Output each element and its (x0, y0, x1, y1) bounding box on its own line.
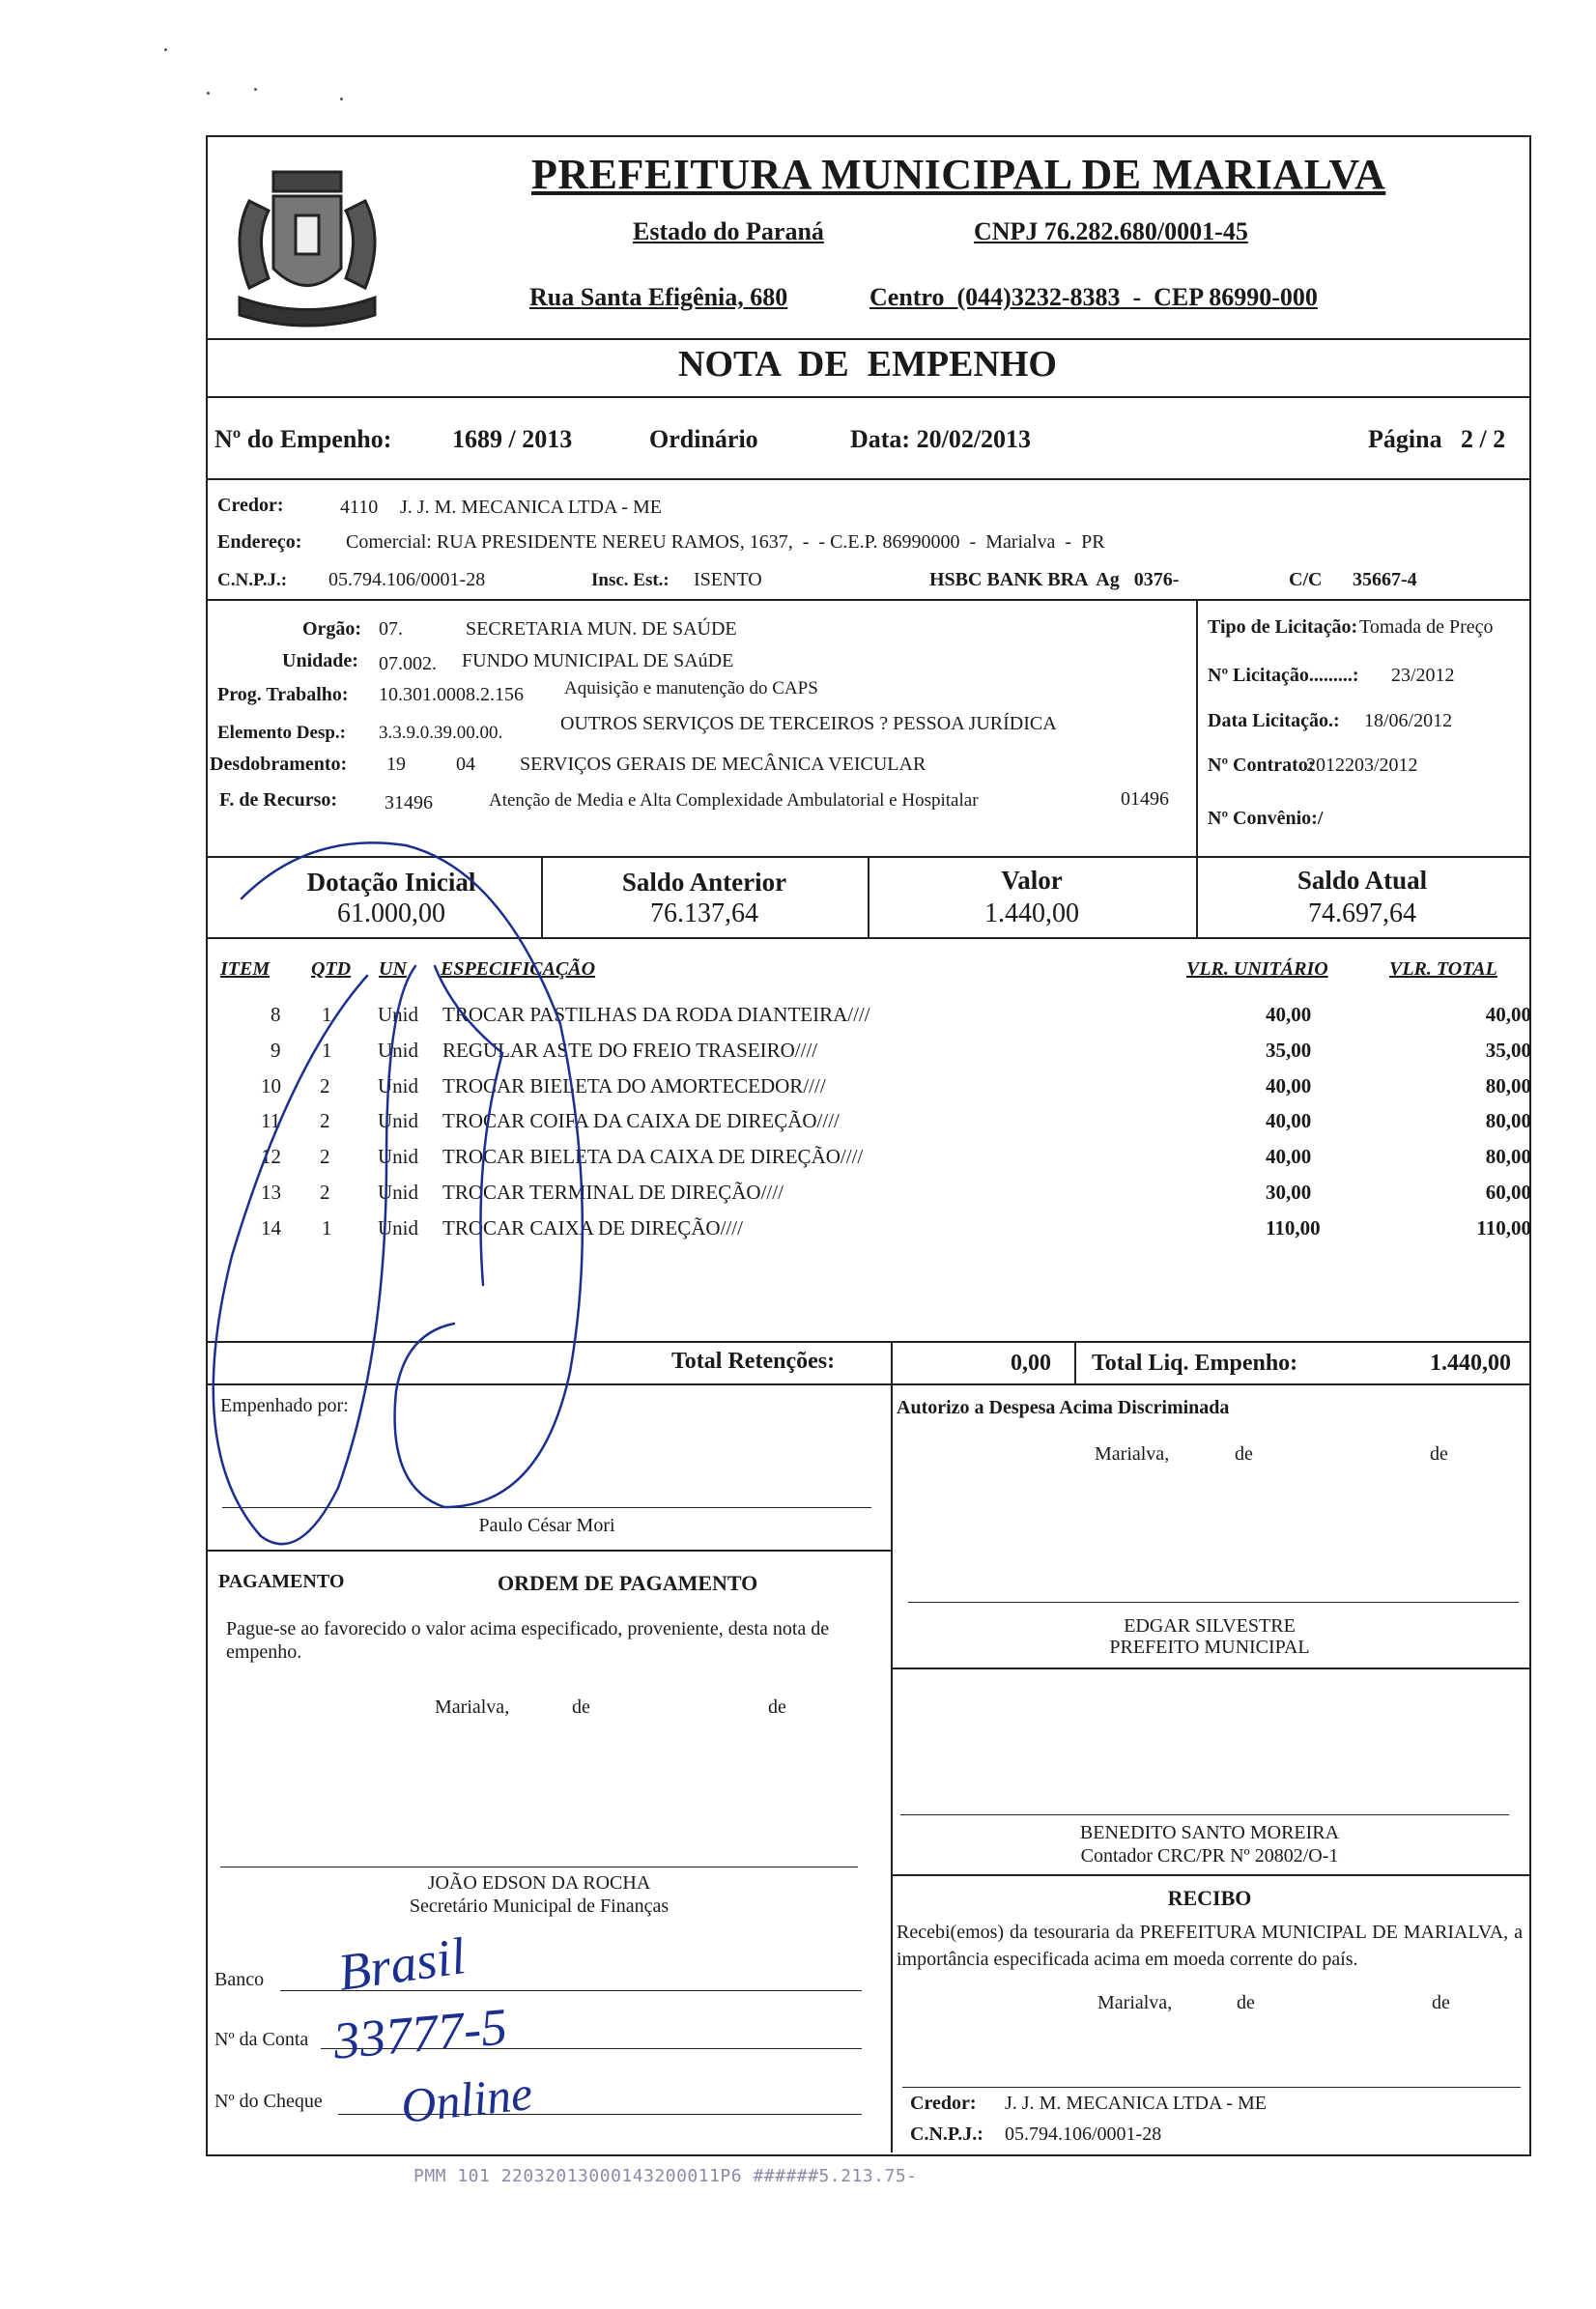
convenio-label: Nº Convênio:/ (1208, 808, 1324, 829)
page-label: Página (1368, 425, 1442, 453)
recibo-cnpj-value: 05.794.106/0001-28 (1005, 2124, 1162, 2145)
ordem-pagamento-label: ORDEM DE PAGAMENTO (498, 1571, 758, 1595)
table-row (208, 1003, 1531, 1038)
cnpj-value-credor: 05.794.106/0001-28 (328, 569, 486, 590)
autorizo-title: Autorizo a Despesa Acima Discriminada (897, 1397, 1230, 1418)
item-unit-value: 30,00 (1266, 1181, 1312, 1204)
pagamento-de-2: de (768, 1696, 786, 1718)
prog-code: 10.301.0008.2.156 (379, 684, 524, 705)
autorizo-place: Marialva, (1095, 1443, 1170, 1465)
item-spec: TROCAR PASTILHAS DA RODA DIANTEIRA//// (442, 1003, 870, 1026)
item-number: 8 (271, 1003, 281, 1026)
orgao-name: SECRETARIA MUN. DE SAÚDE (466, 618, 737, 640)
items-header-unit: VLR. UNITÁRIO (1186, 958, 1328, 980)
desdobramento-code-2: 04 (456, 754, 475, 775)
item-number: 10 (261, 1074, 281, 1097)
item-spec: TROCAR CAIXA DE DIREÇÃO//// (442, 1216, 743, 1240)
empenhado-por-label: Empenhado por: (220, 1395, 349, 1416)
scan-speck (340, 98, 343, 100)
cc-label: C/C (1289, 569, 1323, 590)
empenho-type: Ordinário (649, 425, 758, 453)
item-number: 9 (271, 1039, 281, 1062)
item-spec: TROCAR COIFA DA CAIXA DE DIREÇÃO//// (442, 1109, 840, 1132)
pagamento-de-1: de (572, 1696, 590, 1718)
retencoes-label: Total Retenções: (671, 1349, 836, 1374)
recibo-cnpj-label: C.N.P.J.: (910, 2124, 983, 2145)
item-un: Unid (378, 1074, 418, 1097)
desdobramento-label: Desdobramento: (210, 754, 348, 775)
contrato-value: 2012203/2012 (1306, 755, 1418, 776)
pagamento-place: Marialva, (435, 1696, 510, 1718)
item-total-value: 110,00 (1476, 1216, 1531, 1240)
elemento-label: Elemento Desp.: (217, 723, 346, 743)
scan-speck (207, 92, 210, 95)
coat-of-arms-logo (211, 143, 404, 336)
item-total-value: 60,00 (1485, 1181, 1531, 1204)
saldo-atual-label: Saldo Atual (1297, 866, 1428, 895)
cnpj-label-credor: C.N.P.J.: (217, 570, 288, 590)
contador-name: BENEDITO SANTO MOREIRA (1079, 1822, 1340, 1843)
table-row (208, 1039, 1531, 1073)
table-row (208, 1216, 1531, 1251)
item-un: Unid (378, 1216, 418, 1240)
desdobramento-name: SERVIÇOS GERAIS DE MECÂNICA VEICULAR (520, 754, 926, 775)
divider (1074, 1341, 1076, 1385)
municipality-title: PREFEITURA MUNICIPAL DE MARIALVA (531, 151, 1386, 198)
item-spec: REGULAR ASTE DO FREIO TRASEIRO//// (442, 1039, 818, 1062)
street-address: Rua Santa Efigênia, 680 (529, 283, 788, 311)
desdobramento-code-1: 19 (386, 754, 406, 775)
bank-info: HSBC BANK BRA Ag 0376- (929, 569, 1180, 590)
item-total-value: 80,00 (1485, 1109, 1531, 1132)
licitacao-number-value: 23/2012 (1391, 665, 1455, 686)
item-number: 13 (261, 1181, 281, 1204)
item-spec: TROCAR BIELETA DO AMORTECEDOR//// (442, 1074, 826, 1097)
item-un: Unid (378, 1109, 418, 1132)
item-un: Unid (378, 1145, 418, 1168)
cheque-label: Nº do Cheque (214, 2091, 323, 2112)
item-un: Unid (378, 1181, 418, 1204)
item-qtd: 2 (320, 1109, 330, 1132)
state-label: Estado do Paraná (633, 217, 824, 245)
conta-label: Nº da Conta (214, 2029, 309, 2050)
item-qtd: 2 (320, 1181, 330, 1204)
item-spec: TROCAR BIELETA DA CAIXA DE DIREÇÃO//// (442, 1145, 864, 1168)
item-unit-value: 40,00 (1266, 1074, 1312, 1097)
item-spec: TROCAR TERMINAL DE DIREÇÃO//// (442, 1181, 784, 1204)
address-value: Comercial: RUA PRESIDENTE NEREU RAMOS, 1637, - - C.E.P. 86990000 - Marialva - PR (346, 531, 1105, 553)
recibo-text: Recebi(emos) da tesouraria da PREFEITURA MUNICIPAL DE MARIALVA, a importância especificada acima em moeda corrente do país. (897, 1922, 1523, 1970)
item-unit-value: 40,00 (1266, 1145, 1312, 1168)
unidade-name: FUNDO MUNICIPAL DE SAúDE (462, 650, 734, 671)
item-un: Unid (378, 1039, 418, 1062)
recurso-label: F. de Recurso: (219, 789, 338, 811)
prog-name: Aquisição e manutenção do CAPS (564, 678, 818, 698)
contrato-label: Nº Contrato: (1208, 755, 1315, 776)
item-total-value: 35,00 (1485, 1039, 1531, 1062)
scan-speck (164, 48, 167, 51)
divider (206, 396, 1529, 398)
items-header-un: UN (379, 958, 407, 980)
scan-speck (254, 88, 257, 91)
item-qtd: 1 (322, 1003, 332, 1026)
table-row (208, 1109, 1531, 1144)
recibo-credor-value: J. J. M. MECANICA LTDA - ME (1005, 2093, 1267, 2114)
insc-value: ISENTO (694, 569, 762, 590)
item-number: 12 (261, 1145, 281, 1168)
page-number: 2 / 2 (1461, 425, 1506, 453)
handwritten-conta: 33777-5 (330, 1997, 510, 2070)
handwritten-banco: Brasil (334, 1926, 470, 2002)
orgao-label: Orgão: (302, 618, 362, 640)
retencoes-value: 0,00 (1011, 1351, 1051, 1376)
item-total-value: 80,00 (1485, 1074, 1531, 1097)
district-phone-cep: Centro (044)3232-8383 - CEP 86990-000 (869, 283, 1318, 311)
empenho-number: 1689 / 2013 (452, 425, 573, 453)
cc-value: 35667-4 (1353, 569, 1417, 590)
valor-label: Valor (1001, 866, 1063, 895)
pagamento-text: Pague-se ao favorecido o valor acima especificado, proveniente, desta nota de empenho. (226, 1618, 830, 1663)
licitacao-number-label: Nº Licitação.........: (1208, 665, 1359, 686)
divider (891, 1383, 893, 2152)
divider (206, 1550, 891, 1552)
contador-role: Contador CRC/PR Nº 20802/O-1 (1080, 1845, 1339, 1867)
divider (1196, 599, 1198, 858)
licitacao-date-label: Data Licitação.: (1208, 710, 1340, 731)
empenho-date: Data: 20/02/2013 (850, 425, 1032, 453)
divider (206, 937, 1529, 939)
total-liquido-value: 1.440,00 (1430, 1351, 1511, 1376)
divider (891, 1874, 1529, 1876)
items-header-qtd: QTD (311, 958, 352, 980)
tipo-licitacao-value: Tomada de Preço (1359, 616, 1494, 638)
item-number: 14 (261, 1216, 281, 1240)
footer-stamp: PMM 101 22032013000143200011P6 ######5.213.75- (413, 2166, 918, 2186)
total-liquido-label: Total Liq. Empenho: (1092, 1351, 1298, 1376)
item-unit-value: 40,00 (1266, 1109, 1312, 1132)
recibo-de-2: de (1432, 1992, 1450, 2013)
item-un: Unid (378, 1003, 418, 1026)
address-label: Endereço: (217, 531, 302, 553)
item-qtd: 2 (320, 1074, 330, 1097)
banco-label: Banco (214, 1969, 265, 1990)
cnpj-label: CNPJ 76.282.680/0001-45 (974, 217, 1248, 245)
saldo-anterior-label: Saldo Anterior (621, 868, 787, 897)
tipo-licitacao-label: Tipo de Licitação: (1208, 616, 1358, 638)
recibo-title: RECIBO (1167, 1886, 1252, 1910)
item-qtd: 1 (322, 1039, 332, 1062)
unidade-code: 07.002. (379, 653, 437, 674)
dotacao-label: Dotação Inicial (306, 868, 476, 897)
secretario-role: Secretário Municipal de Finanças (409, 1896, 670, 1917)
recibo-credor-label: Credor: (910, 2093, 977, 2114)
divider (891, 1668, 1529, 1669)
item-unit-value: 40,00 (1266, 1003, 1312, 1026)
licitacao-date-value: 18/06/2012 (1364, 710, 1453, 731)
empenhado-por-name: Paulo César Mori (478, 1515, 615, 1536)
credor-label: Credor: (217, 495, 284, 516)
recibo-place: Marialva, (1097, 1992, 1173, 2013)
table-row (208, 1181, 1531, 1215)
empenho-number-label: Nº do Empenho: (214, 425, 392, 453)
item-qtd: 2 (320, 1145, 330, 1168)
table-row (208, 1145, 1531, 1180)
signature-line (222, 1507, 871, 1508)
signature-line (908, 1602, 1519, 1603)
credor-code: 4110 (340, 497, 379, 518)
autorizo-de-1: de (1235, 1443, 1253, 1465)
items-header-spec: ESPECIFICAÇÃO (441, 958, 596, 980)
divider (206, 599, 1529, 601)
items-header-item: ITEM (220, 958, 271, 980)
item-number: 11 (261, 1109, 281, 1132)
orgao-code: 07. (379, 618, 403, 640)
divider (891, 1341, 893, 1385)
prefeito-name: EDGAR SILVESTRE (1124, 1615, 1296, 1637)
elemento-name: OUTROS SERVIÇOS DE TERCEIROS ? PESSOA JURÍDICA (560, 713, 1057, 734)
signature-line (902, 2087, 1521, 2088)
autorizo-de-2: de (1430, 1443, 1448, 1465)
items-header-total: VLR. TOTAL (1389, 958, 1497, 980)
saldo-anterior-value: 76.137,64 (650, 898, 758, 928)
pagamento-label: PAGAMENTO (218, 1571, 345, 1592)
divider (206, 1383, 1529, 1385)
divider (206, 338, 1529, 340)
prog-label: Prog. Trabalho: (217, 684, 349, 705)
unidade-label: Unidade: (282, 650, 358, 671)
credor-name: J. J. M. MECANICA LTDA - ME (400, 497, 662, 518)
recurso-name: Atenção de Media e Alta Complexidade Ambulatorial e Hospitalar (489, 790, 979, 811)
divider (206, 478, 1529, 480)
item-total-value: 40,00 (1485, 1003, 1531, 1026)
table-row (208, 1074, 1531, 1109)
signature-line (900, 1814, 1509, 1815)
elemento-code: 3.3.9.0.39.00.00. (379, 723, 503, 743)
item-total-value: 80,00 (1485, 1145, 1531, 1168)
secretario-name: JOÃO EDSON DA ROCHA (427, 1872, 651, 1894)
recibo-de-1: de (1237, 1992, 1255, 2013)
recurso-code-2: 01496 (1121, 788, 1169, 810)
recurso-code: 31496 (385, 792, 433, 813)
saldo-atual-value: 74.697,64 (1308, 898, 1416, 928)
item-unit-value: 110,00 (1266, 1216, 1321, 1240)
item-qtd: 1 (322, 1216, 332, 1240)
document-title: NOTA DE EMPENHO (678, 344, 1057, 385)
valor-value: 1.440,00 (984, 898, 1079, 928)
handwritten-cheque: Online (398, 2066, 535, 2133)
prefeito-role: PREFEITO MUNICIPAL (1109, 1637, 1310, 1658)
dotacao-value: 61.000,00 (337, 898, 445, 928)
insc-label: Insc. Est.: (591, 570, 670, 590)
item-unit-value: 35,00 (1266, 1039, 1312, 1062)
divider (206, 1341, 1529, 1343)
